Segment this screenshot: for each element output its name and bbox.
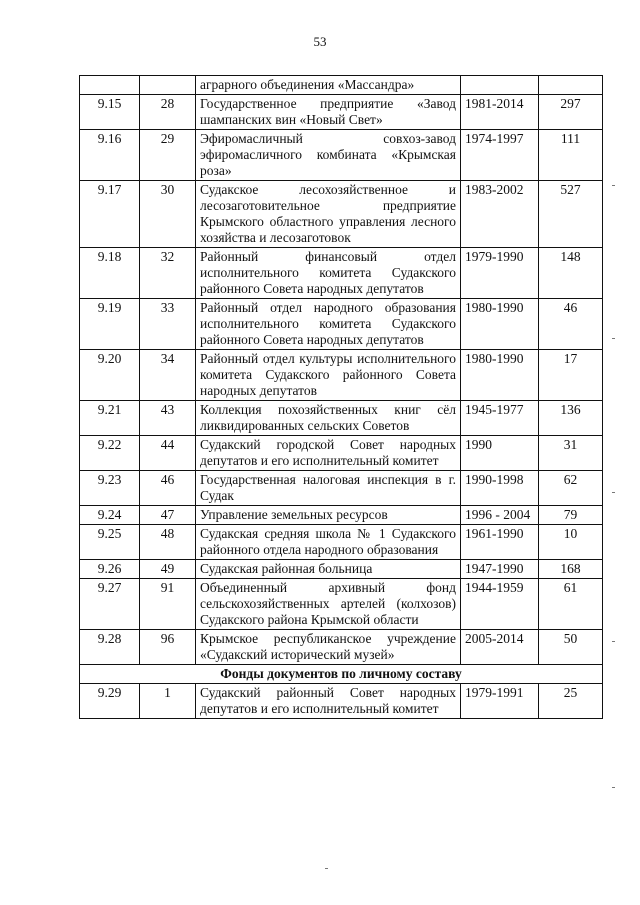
date-range: [461, 76, 539, 95]
fund-name: Судакская средняя школа № 1 Судакского районного отдела народного образования: [196, 525, 461, 560]
file-count: 136: [539, 401, 603, 436]
date-range: 1990-1998: [461, 471, 539, 506]
row-number: 9.20: [80, 350, 140, 401]
fund-name: Эфиромасличный совхоз-завод эфиромасличного комбината «Крымская роза»: [196, 130, 461, 181]
fund-name: Судакская районная больница: [196, 560, 461, 579]
fund-name: Районный отдел культуры исполнительного комитета Судакского районного Совета народных депутатов: [196, 350, 461, 401]
row-number: 9.26: [80, 560, 140, 579]
row-number: 9.18: [80, 248, 140, 299]
fund-number: 28: [140, 95, 196, 130]
row-number: 9.21: [80, 401, 140, 436]
table-row: [80, 471, 603, 506]
table-row: [80, 579, 603, 630]
fund-name: Объединенный архивный фонд сельскохозяйственных артелей (колхозов) Судакского района Крымской области: [196, 579, 461, 630]
fund-number: 43: [140, 401, 196, 436]
file-count: 50: [539, 630, 603, 665]
date-range: 1974-1997: [461, 130, 539, 181]
fund-name: Районный отдел народного образования исполнительного комитета Судакского районного Совета народных депутатов: [196, 299, 461, 350]
row-number: 9.15: [80, 95, 140, 130]
row-number: 9.24: [80, 506, 140, 525]
table-row: [80, 525, 603, 560]
table-row: [80, 684, 603, 719]
row-number: 9.23: [80, 471, 140, 506]
date-range: 1983-2002: [461, 181, 539, 248]
fund-number: 1: [140, 684, 196, 719]
date-range: 1945-1977: [461, 401, 539, 436]
table-row: [80, 76, 603, 95]
file-count: 31: [539, 436, 603, 471]
file-count: 297: [539, 95, 603, 130]
date-range: 1979-1991: [461, 684, 539, 719]
table-row: [80, 181, 603, 248]
row-number: 9.16: [80, 130, 140, 181]
fund-number: 30: [140, 181, 196, 248]
table-row: [80, 95, 603, 130]
date-range: 1979-1990: [461, 248, 539, 299]
row-number: 9.22: [80, 436, 140, 471]
fund-name: Судакский городской Совет народных депутатов и его исполнительный комитет: [196, 436, 461, 471]
file-count: 168: [539, 560, 603, 579]
fund-number: 33: [140, 299, 196, 350]
fund-name: Судакское лесохозяйственное и лесозаготовительное предприятие Крымского областного управления лесного хозяйства и лесозаготовок: [196, 181, 461, 248]
file-count: 46: [539, 299, 603, 350]
scan-mark: [612, 641, 615, 642]
fund-name: аграрного объединения «Массандра»: [196, 76, 461, 95]
fund-number: 29: [140, 130, 196, 181]
scan-mark: [612, 185, 615, 186]
date-range: 1980-1990: [461, 350, 539, 401]
fund-number: 48: [140, 525, 196, 560]
fund-name: Районный финансовый отдел исполнительного комитета Судакского районного Совета народных депутатов: [196, 248, 461, 299]
file-count: 148: [539, 248, 603, 299]
file-count: 61: [539, 579, 603, 630]
scan-mark: [612, 492, 615, 493]
fund-name: Судакский районный Совет народных депутатов и его исполнительный комитет: [196, 684, 461, 719]
table-row: [80, 401, 603, 436]
fund-number: 47: [140, 506, 196, 525]
row-number: 9.28: [80, 630, 140, 665]
fund-name: Государственное предприятие «Завод шампанских вин «Новый Свет»: [196, 95, 461, 130]
row-number: 9.25: [80, 525, 140, 560]
date-range: 1990: [461, 436, 539, 471]
fund-name: Коллекция похозяйственных книг сёл ликвидированных сельских Советов: [196, 401, 461, 436]
file-count: 10: [539, 525, 603, 560]
fund-name: Государственная налоговая инспекция в г. Судак: [196, 471, 461, 506]
table-row: [80, 506, 603, 525]
fund-number: 49: [140, 560, 196, 579]
table-row: [80, 436, 603, 471]
fund-number: 44: [140, 436, 196, 471]
date-range: 1961-1990: [461, 525, 539, 560]
file-count: 25: [539, 684, 603, 719]
fund-number: 46: [140, 471, 196, 506]
row-number: 9.27: [80, 579, 140, 630]
date-range: 1996 - 2004: [461, 506, 539, 525]
archive-funds-table: [79, 75, 603, 719]
table-row: [80, 560, 603, 579]
fund-number: 32: [140, 248, 196, 299]
date-range: 2005-2014: [461, 630, 539, 665]
fund-number: [140, 76, 196, 95]
file-count: 79: [539, 506, 603, 525]
table-row: [80, 248, 603, 299]
fund-name: Управление земельных ресурсов: [196, 506, 461, 525]
date-range: 1980-1990: [461, 299, 539, 350]
section-header-row: [80, 665, 603, 684]
file-count: 111: [539, 130, 603, 181]
scan-mark: [325, 868, 328, 869]
date-range: 1944-1959: [461, 579, 539, 630]
page-number: 53: [313, 34, 327, 49]
table-row: [80, 630, 603, 665]
row-number: 9.19: [80, 299, 140, 350]
table-row: [80, 350, 603, 401]
fund-number: 34: [140, 350, 196, 401]
scan-mark: [612, 787, 615, 788]
section-title: Фонды документов по личному составу: [80, 665, 603, 684]
scan-mark: [612, 338, 615, 339]
row-number: 9.17: [80, 181, 140, 248]
date-range: 1981-2014: [461, 95, 539, 130]
file-count: 17: [539, 350, 603, 401]
fund-name: Крымское республиканское учреждение «Судакский исторический музей»: [196, 630, 461, 665]
file-count: [539, 76, 603, 95]
file-count: 527: [539, 181, 603, 248]
date-range: 1947-1990: [461, 560, 539, 579]
fund-number: 91: [140, 579, 196, 630]
table-row: [80, 130, 603, 181]
table-row: [80, 299, 603, 350]
fund-number: 96: [140, 630, 196, 665]
row-number: 9.29: [80, 684, 140, 719]
row-number: [80, 76, 140, 95]
file-count: 62: [539, 471, 603, 506]
